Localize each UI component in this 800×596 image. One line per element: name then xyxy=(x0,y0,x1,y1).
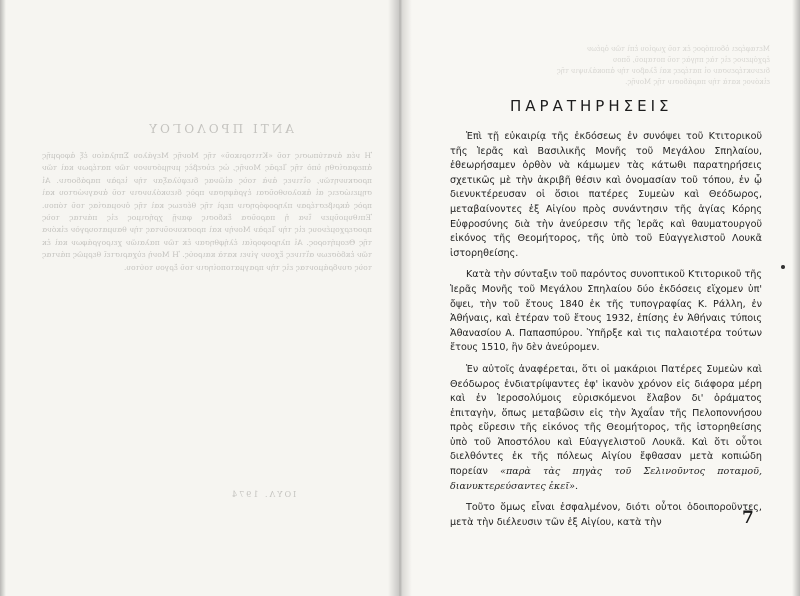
bleed-through-text: Ἡ νέα ἀνατύπωσις τοῦ «Κτιτορικοῦ» τῆς Μονῆς Μεγάλου Σπηλαίου ἐξ ἀφορμῆς ἀπεφασίσθη ὑπὸ τῆς Ἱερᾶς Μονῆς, ὡς εὐσεβὲς μνημόσυνον τῶν πατέρων καὶ τῶν προσκυνητῶν, οἵτινες ἀνὰ τοὺς αἰῶνας διεφύλαξαν τὴν ἱερὰν παράδοσιν. Αἱ σημειώσεις αἱ ἀκολουθοῦσαι ἐγράφησαν πρὸς διευκόλυνσιν τοῦ ἀναγνώστου καὶ πρὸς ἀκριβεστέραν πληροφόρησιν περὶ τῆς θέσεως καὶ τῆς ὀνομασίας τοῦ τόπου. Ἐπιθυμοῦμεν ἵνα ἡ παροῦσα ἔκδοσις φανῇ χρήσιμος εἰς πάντας τοὺς προσερχομένους εἰς τὴν Ἱερὰν Μονὴν καὶ προσκυνοῦντας τὴν θαυματουργὸν εἰκόνα τῆς Θεομήτορος. Αἱ πληροφορίαι ἐλήφθησαν ἐκ τῶν παλαιῶν χειρογράφων καὶ ἐκ τῶν ἐκδόσεων αἵτινες ἔχουν γίνει κατὰ καιρούς. Ἡ Μονὴ εὐχαριστεῖ θερμῶς πάντας τοὺς συνδράμοντας εἰς τὴν πραγματοποίησιν τοῦ ἔργου τούτου. xyxy=(42,151,372,272)
paragraph-2: Κατὰ τὴν σύνταξιν τοῦ παρόντος συνοπτικοῦ Κτιτορικοῦ τῆς Ἱερᾶς Μονῆς τοῦ Μεγάλου Σπηλαίου δύο ἐκδόσεις εἴχομεν ὑπ' ὄψει, τὴν τοῦ ἔτους 1840 ἐκ τῆς τυπογραφίας Κ. Ράλλη, ἐν Ἀθήναις, καὶ ἑτέραν τοῦ ἔτους 1932, ἐπίσης ἐν Ἀθήναις τύποις Ἀθανασίου Α. Παπασπύρου. Ὑπῆρξε καὶ τις παλαιοτέρα τούτων ἔτους 1510, ἣν δὲν ἀνεύρομεν. xyxy=(450,269,762,354)
bleed-through-signature: ΙΟΥΛ. 1974 xyxy=(230,490,297,499)
paragraph-3 xyxy=(450,363,762,494)
body-text xyxy=(450,130,762,537)
quote-text: «παρὰ τὰς πηγὰς τοῦ Σελινοῦντος ποταμοῦ, διανυκτερεύσαντες ἐκεῖ». xyxy=(450,466,762,492)
paragraph-1: Ἐπὶ τῇ εὐκαιρίᾳ τῆς ἐκδόσεως ἐν συνόψει τοῦ Κτιτορικοῦ τῆς Ἱερᾶς καὶ Βασιλικῆς Μονῆς τοῦ Μεγάλου Σπηλαίου, ἐθεωρήσαμεν ὀρθὸν νὰ κάμωμεν τὰς κάτωθι παρατηρήσεις σχετικῶς μὲ τὴν ἀκριβῆ θέσιν καὶ ὀνομασίαν τοῦ τόπου, ἐν ᾧ διενυκτέρευσαν οἱ ὅσιοι πατέρες Συμεὼν καὶ Θεόδωρος, μεταβαίνοντες ἐξ Αἰγίου πρὸς συνάντησιν τῆς ἁγίας Κόρης Εὐφροσύνης διὰ τὴν ἀνεύρεσιν τῆς Ἱερᾶς καὶ θαυματουργοῦ εἰκόνος τῆς Θεομήτορος, τῆς ὑπὸ τοῦ Εὐαγγελιστοῦ Λουκᾶ ἱστορηθείσης. xyxy=(450,131,762,259)
paragraph-4: Τοῦτο ὅμως εἶναι ἐσφαλμένον, διότι οὗτοι ὁδοιποροῦντες, μετὰ τὴν διέλευσιν τῶν ἐξ Αἰγίου, κατὰ τὴν xyxy=(450,502,762,528)
page-edge-shadow xyxy=(792,0,800,596)
book-gutter xyxy=(388,0,412,596)
page-number: 7 xyxy=(742,508,754,528)
page-edge-shadow xyxy=(0,0,6,596)
bleed-through-title: ΑΝΤΙ ΠΡΟΛΟΓΟΥ xyxy=(146,122,294,136)
ink-dot xyxy=(781,265,785,269)
paragraph-3-text: Ἐν αὐτοῖς ἀναφέρεται, ὅτι οἱ μακάριοι Πατέρες Συμεὼν καὶ Θεόδωρος ἐνδιατρίψαντες ἐφ' ἱκανὸν χρόνον εἰς διάφορα μέρη καὶ ἐν Ἱεροσολύμοις εὑρισκόμενοι ἔλαβον δι' ὁράματος ἐπιταγὴν, ὅπως μεταβῶσιν εἰς τὴν Ἀχαΐαν τῆς Πελοποννήσου πρὸς εὕρεσιν τῆς εἰκόνος τῆς Θεομήτορος, τῆς ἱστορηθείσης ὑπὸ τοῦ Ἀποστόλου καὶ Εὐαγγελιστοῦ Λουκᾶ. Καὶ ὅτι οὗτοι διελθόντες ἐκ τῆς πόλεως Αἰγίου ἔφθασαν μετὰ κοπιώδη πορείαν xyxy=(450,363,762,478)
page-heading: ΠΑΡΑΤΗΡΗΣΕΙΣ xyxy=(510,97,673,115)
bleed-through-text-top: Μεταφέρει ὁδοιπόρος ἐκ τοῦ χωρίου ἐπὶ τῶν ὀρέων ἐρχόμενος εἰς τὰς πηγὰς τοῦ ποταμοῦ, ὅπου διενυκτέρευσαν οἱ πατέρες καὶ ἔλαβον τὴν ἀποκάλυψιν τῆς εἰκόνος κατὰ τὴν παράδοσιν τῆς Μονῆς. xyxy=(556,45,770,86)
